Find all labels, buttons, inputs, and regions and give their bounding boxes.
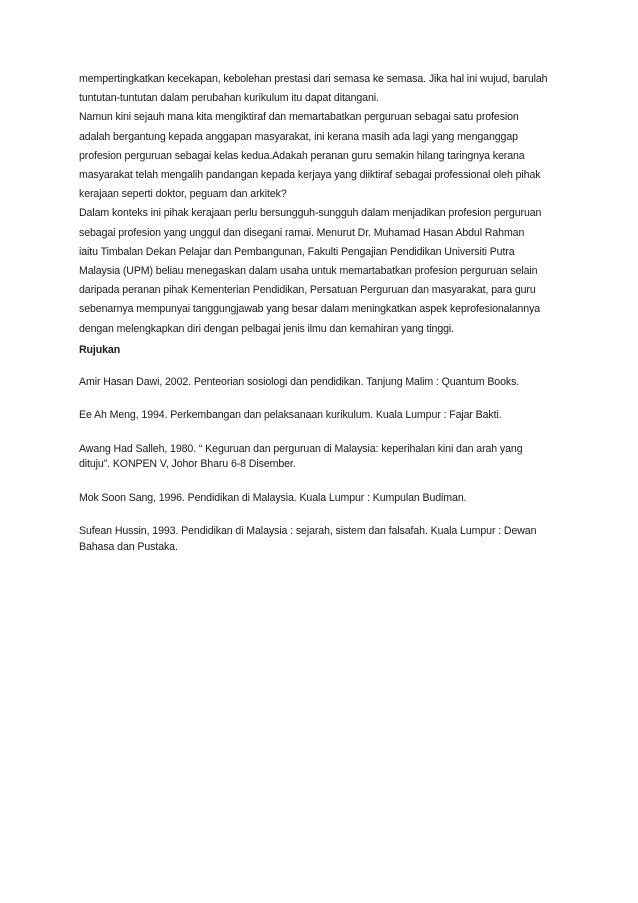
- reference-item: [79, 491, 569, 507]
- body-line: Namun kini sejauh mana kita mengiktiraf dan memartabatkan perguruan sebagai satu profesion: [79, 111, 519, 124]
- body-line: Malaysia (UPM) beliau menegaskan dalam usaha untuk memartabatkan profesion perguruan selain: [79, 265, 538, 278]
- body-line: profesion perguruan sebagai kelas kedua.Adakah peranan guru semakin hilang taringnya kerana: [79, 149, 525, 162]
- reference-line: Bahasa dan Pustaka.: [79, 540, 178, 553]
- reference-line: dituju”. KONPEN V, Johor Bharu 6-8 Disember.: [79, 458, 296, 471]
- body-line: sebagai profesion yang unggul dan disegani ramai. Menurut Dr. Muhamad Hasan Abdul Rahman: [79, 226, 525, 239]
- reference-item: [79, 408, 569, 424]
- body-line: sebenarnya mempunyai tanggungjawab yang besar dalam meningkatkan aspek keprofesionalannya: [79, 303, 541, 316]
- body-line: mempertingkatkan kecekapan, kebolehan prestasi dari semasa ke semasa. Jika hal ini wujud, barulah: [79, 73, 548, 85]
- body-text: [79, 70, 569, 339]
- reference-item: [79, 442, 569, 473]
- reference-line: Awang Had Salleh, 1980. “ Keguruan dan perguruan di Malaysia: keperihalan kini dan arah yang: [79, 442, 523, 455]
- references-list: [79, 375, 569, 556]
- body-line: Dalam konteks ini pihak kerajaan perlu bersungguh-sungguh dalam menjadikan profesion perguruan: [79, 207, 542, 220]
- reference-line: Mok Soon Sang, 1996. Pendidikan di Malaysia. Kuala Lumpur : Kumpulan Budiman.: [79, 491, 467, 504]
- body-line: tuntutan-tuntutan dalam perubahan kurikulum itu dapat ditangani.: [79, 92, 379, 105]
- reference-line: Amir Hasan Dawi, 2002. Penteorian sosiologi dan pendidikan. Tanjung Malim : Quantum Books.: [79, 375, 520, 388]
- reference-item: [79, 375, 569, 391]
- body-line: adalah bergantung kepada anggapan masyarakat, ini kerana masih ada lagi yang menganggap: [79, 130, 518, 143]
- reference-line: Ee Ah Meng, 1994. Perkembangan dan pelaksanaan kurikulum. Kuala Lumpur : Fajar Bakti.: [79, 409, 502, 422]
- body-line: iaitu Timbalan Dekan Pelajar dan Pembangunan, Fakulti Pengajian Pendidikan Universiti Putra: [79, 245, 515, 258]
- document-page: [79, 70, 569, 555]
- reference-line: Sufean Hussin, 1993. Pendidikan di Malaysia : sejarah, sistem dan falsafah. Kuala Lumpur : Dewan: [79, 525, 537, 538]
- body-line: daripada peranan pihak Kementerian Pendidikan, Persatuan Perguruan dan masyarakat, para guru: [79, 284, 536, 297]
- body-line: masyarakat telah mengalih pandangan kepada kerjaya yang diiktiraf sebagai professional oleh pihak: [79, 169, 541, 182]
- body-line: kerajaan seperti doktor, peguam dan arkitek?: [79, 188, 287, 201]
- references-heading: Rujukan: [79, 343, 121, 356]
- reference-item: [79, 524, 569, 555]
- body-line: dengan melengkapkan diri dengan pelbagai jenis ilmu dan kemahiran yang tinggi.: [79, 322, 455, 335]
